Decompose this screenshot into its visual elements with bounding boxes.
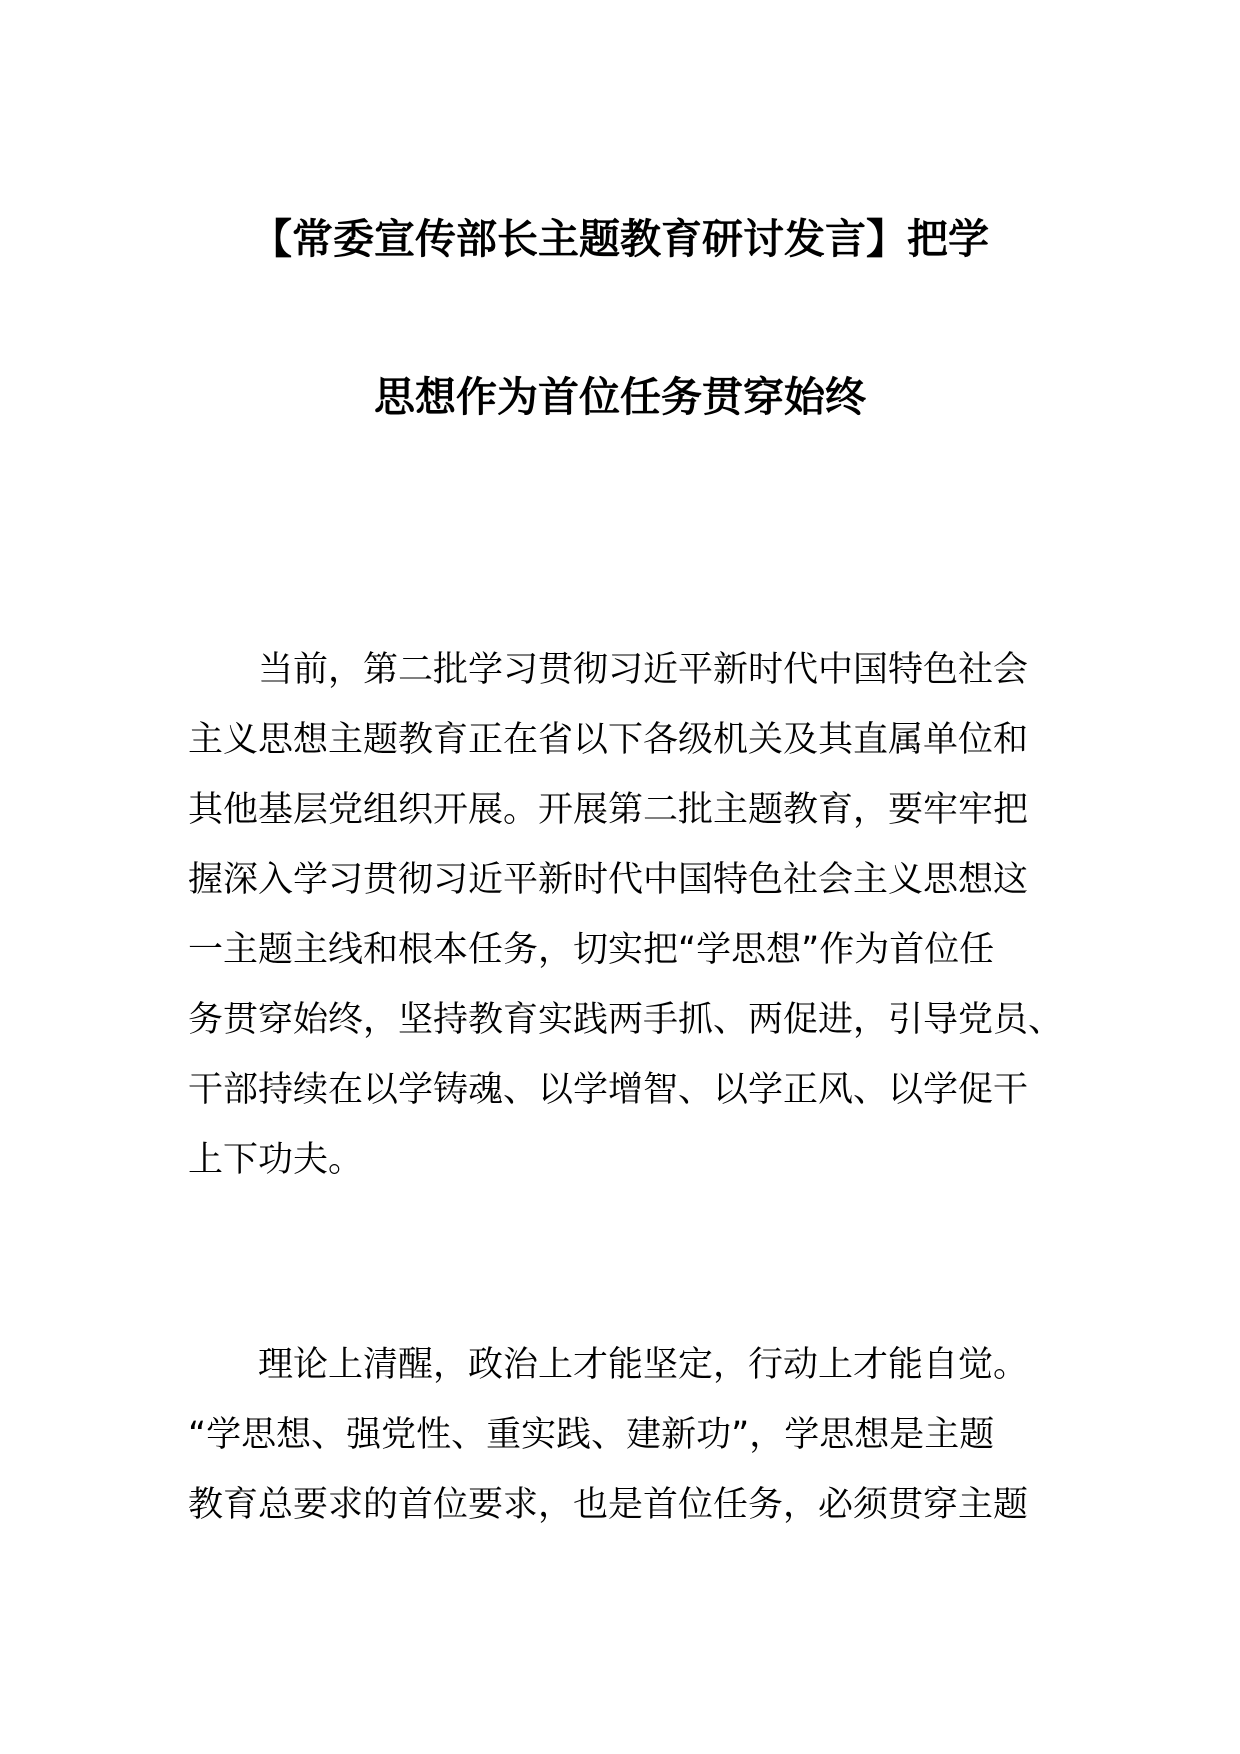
document-title-line-1: 【常委宣传部长主题教育研讨发言】把学 [251, 215, 989, 263]
paragraph-1-line-3: 其他基层党组织开展。开展第二批主题教育，要牢牢把 [188, 790, 1029, 830]
paragraph-2-line-1: 理论上清醒，政治上才能坚定，行动上才能自觉。 [258, 1345, 1029, 1385]
paragraph-1-line-2: 主义思想主题教育正在省以下各级机关及其直属单位和 [188, 720, 1029, 760]
paragraph-2-line-3: 教育总要求的首位要求，也是首位任务，必须贯穿主题 [188, 1485, 1029, 1525]
paragraph-1-line-6: 务贯穿始终，坚持教育实践两手抓、两促进，引导党员、 [188, 1000, 1064, 1040]
paragraph-2-line-2: “学思想、强党性、重实践、建新功”，学思想是主题 [188, 1415, 995, 1455]
document-title-line-2: 思想作为首位任务贯穿始终 [374, 373, 866, 421]
paragraph-1-line-1: 当前，第二批学习贯彻习近平新时代中国特色社会 [258, 650, 1029, 690]
paragraph-1-line-5: 一主题主线和根本任务，切实把“学思想”作为首位任 [188, 930, 995, 970]
paragraph-1-line-7: 干部持续在以学铸魂、以学增智、以学正风、以学促干 [188, 1070, 1029, 1110]
paragraph-1-line-4: 握深入学习贯彻习近平新时代中国特色社会主义思想这 [188, 860, 1029, 900]
paragraph-1-line-8: 上下功夫。 [188, 1140, 364, 1180]
